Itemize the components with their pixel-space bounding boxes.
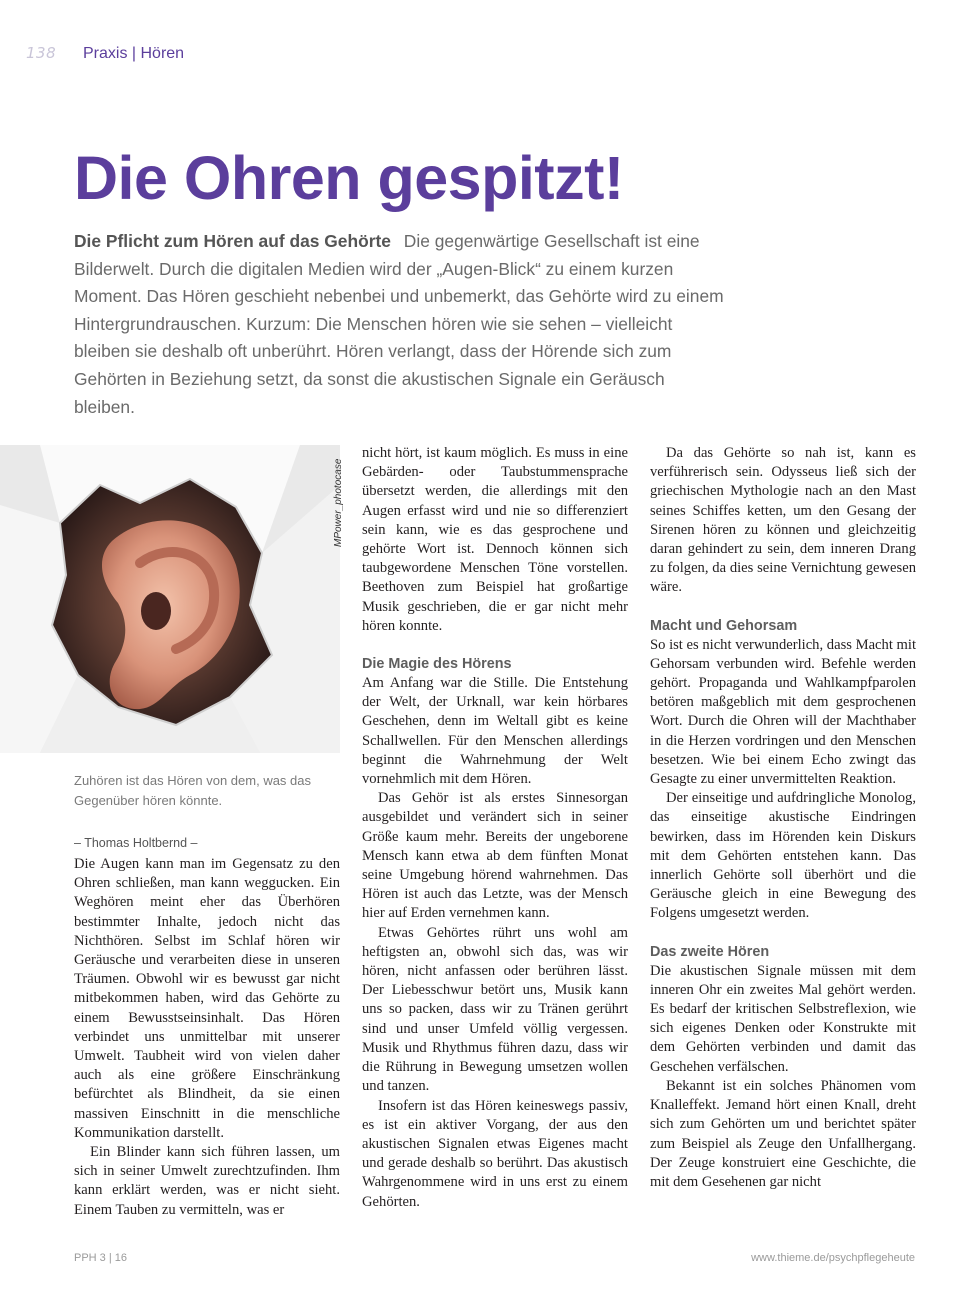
- photo-credit-text: MPower_photocase: [333, 458, 344, 547]
- subheading-macht: Macht und Gehorsam: [650, 617, 798, 634]
- paragraph: Das Gehör ist als erstes Sinnesorgan ausgebildet und verändert sich in seiner Größe kaum mehr. Bereits der ungeborene Mensch kann etwa ab dem fünften Monat seine Umgebung hörend wahrnehmen. Das Hören ist auch das Letzte, was der Mensch hier auf Erden vernehmen kann.: [362, 790, 628, 922]
- footer-issue: PPH 3 | 16: [74, 1252, 127, 1264]
- paragraph: Am Anfang war die Stille. Die Entstehung der Welt, der Urknall, war kein hörbares Geschehen, denn im Weltall gibt es keine Schallwellen. Für den Menschen allerdings beginnt die Wahrnehmung der Welt vornehmlich mit dem Hören.: [362, 675, 628, 788]
- text-column-3: [650, 444, 916, 1192]
- paragraph: Die Augen kann man im Gegensatz zu den Ohren schließen, man kann weggucken. Ein Weghören meint eher das Überhören bestimmter Inhalte, jedoch nicht das Nichthören. Selbst im Schlaf hören wir Geräusche und verarbeiten diese in unseren Träumen. Obwohl wir es bewusst gar nicht mitbekommen haben, wird das Gehörte zu einem Bewusstseinsinhalt. Das Hören verbindet uns unmittelbar mit unserer Umwelt. Taubheit wird von vielen daher auch als eine größere Einschränkung befürchtet als Blindheit, da sie einen massiven Einschnitt in die menschliche Kommunikation darstellt.: [74, 856, 340, 1141]
- paragraph: Die akustischen Signale müssen mit dem inneren Ohr ein zweites Mal gehört werden. Es bedarf der kritischen Selbstreflexion, wie sich eigenes Denken oder Konstrukte mit dem Gehörten verbinden und damit das Geschehen verfälschen.: [650, 962, 916, 1075]
- photo-caption: Zuhören ist das Hören von dem, was das Gegenüber hören könnte.: [74, 773, 312, 808]
- lead-paragraph: [74, 228, 724, 421]
- paragraph: Ein Blinder kann sich führen lassen, um sich in seiner Umwelt zurechtzufinden. Ihm kann erklärt werden, was er nicht sieht. Einem Tauben zu vermitteln, was er: [74, 1144, 340, 1218]
- ear-photo: [0, 445, 340, 753]
- subheading-magie: Die Magie des Hörens: [362, 656, 512, 673]
- page-number: 138: [26, 44, 57, 62]
- text-column-1: [74, 855, 340, 1220]
- footer-url[interactable]: www.thieme.de/psychpflegeheute: [751, 1252, 915, 1264]
- paragraph: So ist es nicht verwunderlich, dass Macht mit Gehorsam verbunden wird. Befehle werden gehört. Propaganda und Wahlkampfparolen betören maßgeblich mit dem gesprochenen Wort. Durch die Ohren will der Machthaber in die Herzen vordringen und den Menschen besetzen. Wie bei einem Echo zwingt das Gesagte zu einer unvermittelten Reaktion.: [650, 636, 916, 788]
- lead-text: Die gegenwärtige Gesellschaft ist eine Bilderwelt. Durch die digitalen Medien wird der „Augen-Blick“ zu einem kurzen Moment. Das Hören geschieht nebenbei und unbemerkt, das Gehörte wird zu einem Hintergrundrauschen. Kurzum: Die Menschen hören wie sie sehen – vielleicht bleiben sie deshalb oft unberührt. Hören verlangt, dass der Hörende sich zum Gehörten in Beziehung setzt, da sonst die akustischen Signale ein Geräusch bleiben.: [74, 231, 724, 417]
- article-title: Die Ohren gespitzt!: [74, 144, 624, 212]
- photo-credit: [320, 452, 344, 552]
- lead-heading: Die Pflicht zum Hören auf das Gehörte: [74, 231, 391, 251]
- paragraph: Bekannt ist ein solches Phänomen vom Knalleffekt. Jemand hört einen Knall, dreht sich zum Gehörten um und berichtet später zum Beispiel als Zeuge den Unfallhergang. Der Zeuge konstruiert eine Geschichte, die mit dem Gesehenen gar nicht: [650, 1077, 916, 1190]
- subheading-zweites-hoeren: Das zweite Hören: [650, 943, 770, 960]
- author-byline: – Thomas Holtbernd –: [74, 836, 198, 850]
- paragraph: Der einseitige und aufdringliche Monolog, das einseitige akustische Eindringen bewirken, dass im Hörenden kein Diskurs mit dem Gehörten entstehen kann. Das innerlich Gehörte soll überhört und die Geräusche gleich in eine Bewegung des Folgens umgesetzt werden.: [650, 790, 916, 922]
- paragraph: Insofern ist das Hören keineswegs passiv, es ist ein aktiver Vorgang, der aus den akustischen Signalen etwas Eigenes macht und gerade deshalb so berührt. Das akustisch Wahrgenommene wird in uns erst zu einem Gehörten.: [362, 1097, 628, 1210]
- ear-illustration: [0, 445, 340, 753]
- paragraph: Etwas Gehörtes rührt uns wohl am heftigsten an, obwohl sich das, was wir hören, nicht anfassen oder berühren lässt. Der Liebesschwur betört uns, Musik kann uns so packen, dass wir zu Tränen gerührt sind und unser Umfeld völlig vergessen. Musik und Rhythmus führen dazu, dass wir die Rührung in Bewegung umsetzen wollen und tanzen.: [362, 924, 628, 1095]
- paragraph: Da das Gehörte so nah ist, kann es verführerisch sein. Odysseus ließ sich der griechischen Mythologie nach an den Mast seines Schiffes ketten, um den Gesang der Sirenen hören zu können und gleichzeitig daran gehindert zu sein, dem inneren Drang zu folgen, da dies seine Vernichtung gewesen wäre.: [650, 445, 916, 596]
- text-column-2: [362, 444, 628, 1212]
- section-label: Praxis | Hören: [83, 45, 185, 62]
- paragraph: nicht hört, ist kaum möglich. Es muss in eine Gebärden- oder Taubstummensprache übersetzt werden, die allerdings mit den Augen erfasst wird und nie so differenziert sein kann, wie es das gesprochene und gehörte Wort ist. Dennoch können sich taubgewordene Menschen Töne vorstellen. Beethoven zum Beispiel hat großartige Musik geschrieben, die er gar nicht mehr hören konnte.: [362, 445, 628, 634]
